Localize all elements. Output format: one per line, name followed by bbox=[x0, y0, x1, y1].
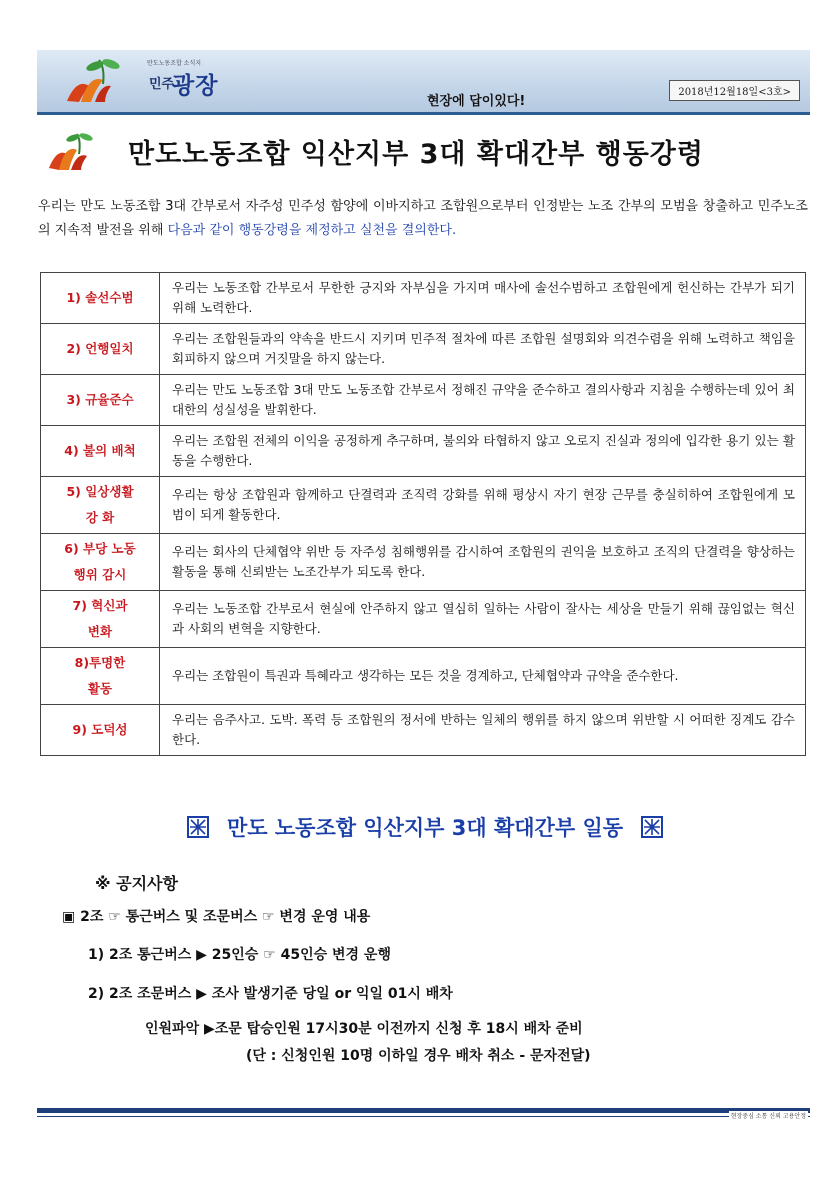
pledge-label-line: 3) 규율준수 bbox=[66, 392, 134, 407]
pledge-label bbox=[41, 591, 160, 648]
pledge-label-line: 2) 언행일치 bbox=[66, 341, 134, 356]
pledge-label bbox=[41, 273, 160, 324]
sprout-logo-icon bbox=[59, 56, 159, 106]
pledge-label bbox=[41, 375, 160, 426]
ornament-icon bbox=[187, 816, 209, 838]
pledge-row bbox=[41, 273, 806, 324]
pledge-row bbox=[41, 477, 806, 534]
pledge-row bbox=[41, 324, 806, 375]
footer-slogan: 현장중심 소통 신뢰 고용안정 bbox=[730, 1113, 806, 1120]
notice-line-cancellation: (단 : 신청인원 10명 이하일 경우 배차 취소 - 문자전달) bbox=[246, 1048, 591, 1064]
pledge-label-line: 6) 부당 노동 bbox=[64, 541, 136, 556]
pledge-text: 우리는 노동조합 간부로서 무한한 긍지와 자부심을 가지며 매사에 솔선수범하고 조합원에게 헌신하는 간부가 되기 위해 노력한다. bbox=[160, 273, 806, 324]
pledge-label-line: 9) 도덕성 bbox=[72, 722, 128, 737]
intro-highlight: 다음과 같이 행동강령을 제정하고 실천을 결의한다. bbox=[167, 223, 457, 238]
pledges-table bbox=[40, 272, 806, 756]
pledge-row bbox=[41, 426, 806, 477]
pledge-label-line: 변화 bbox=[87, 624, 113, 639]
pledge-label-line: 4) 불의 배척 bbox=[64, 443, 136, 458]
pledge-label-line: 행위 감시 bbox=[73, 567, 127, 582]
pledge-text: 우리는 조합원들과의 약속을 반드시 지키며 민주적 절차에 따른 조합원 설명회와 의견수렴을 위해 노력하고 책임을 회피하지 않으며 거짓말을 하지 않는다. bbox=[160, 324, 806, 375]
pledge-label bbox=[41, 324, 160, 375]
notice-line-condolence-bus: 2) 2조 조문버스 ▶ 조사 발생기준 당일 or 익일 01시 배차 bbox=[88, 986, 453, 1002]
pledge-label bbox=[41, 648, 160, 705]
ornament-icon bbox=[641, 816, 663, 838]
pledge-row bbox=[41, 591, 806, 648]
section-heading bbox=[110, 812, 740, 842]
newsletter-name: 광장 bbox=[172, 73, 219, 99]
pledge-text: 우리는 항상 조합원과 함께하고 단결력과 조직력 강화를 위해 평상시 자기 현장 근무를 충실히하여 조합원에게 모범이 되게 활동한다. bbox=[160, 477, 806, 534]
pledge-text: 우리는 회사의 단체협약 위반 등 자주성 침해행위를 감시하여 조합원의 권익을 보호하고 조직의 단결력을 향상하는 활동을 통해 신뢰받는 노조간부가 되도록 한다. bbox=[160, 534, 806, 591]
pledge-label bbox=[41, 426, 160, 477]
pledge-row bbox=[41, 705, 806, 756]
pledge-label bbox=[41, 705, 160, 756]
slogan: 현장에 답이있다! bbox=[427, 94, 526, 109]
issue-date: 2018년12월18일<3호> bbox=[669, 80, 800, 101]
footer-bar bbox=[37, 1108, 810, 1113]
pledge-label-line: 강 화 bbox=[85, 510, 115, 525]
notice-line-headcount: 인원파악 ▶조문 탑승인원 17시30분 이전까지 신청 후 18시 배차 준비 bbox=[145, 1021, 583, 1037]
sprout-logo-icon bbox=[45, 130, 107, 172]
notice-item: ▣ 2조 ☞ 통근버스 및 조문버스 ☞ 변경 운영 내용 bbox=[62, 909, 371, 925]
pledge-label-line: 8)투명한 bbox=[74, 655, 126, 670]
footer-divider bbox=[37, 1116, 810, 1117]
pledge-text: 우리는 조합원이 특권과 특혜라고 생각하는 모든 것을 경계하고, 단체협약과 규약을 준수한다. bbox=[160, 648, 806, 705]
header-banner bbox=[37, 50, 810, 115]
pledge-text: 우리는 음주사고. 도박. 폭력 등 조합원의 정서에 반하는 일체의 행위를 하지 않으며 위반할 시 어떠한 징계도 감수한다. bbox=[160, 705, 806, 756]
pledge-label-line: 1) 솔선수범 bbox=[66, 290, 134, 305]
notice-title: ※ 공지사항 bbox=[95, 874, 178, 893]
pledge-text: 우리는 조합원 전체의 이익을 공정하게 추구하며, 불의와 타협하지 않고 오로지 진실과 정의에 입각한 용기 있는 활동을 수행한다. bbox=[160, 426, 806, 477]
section-heading-text: 만도 노동조합 익산지부 3대 확대간부 일동 bbox=[226, 816, 624, 840]
pledge-text: 우리는 노동조합 간부로서 현실에 안주하지 않고 열심히 일하는 사람이 잘사는 세상을 만들기 위해 끊임없는 혁신과 사회의 변혁을 지향한다. bbox=[160, 591, 806, 648]
pledge-label-line: 5) 일상생활 bbox=[66, 484, 134, 499]
notice-line-commute-bus: 1) 2조 통근버스 ▶ 25인승 ☞ 45인승 변경 운행 bbox=[88, 947, 391, 963]
pledge-text: 우리는 만도 노동조합 3대 만도 노동조합 간부로서 정해진 규약을 준수하고 결의사항과 지침을 수행하는데 있어 최대한의 성실성을 발휘한다. bbox=[160, 375, 806, 426]
pledge-label bbox=[41, 477, 160, 534]
newsletter-name-prefix: 민주 bbox=[149, 77, 175, 92]
intro-text: 우리는 만도 노동조합 3대 간부로서 자주성 민주성 함양에 이바지하고 조합원으로부터 인정받는 노조 간부의 모범을 창출하고 민주노조의 지속적 발전을 위해 bbox=[38, 199, 808, 238]
pledge-label bbox=[41, 534, 160, 591]
pledge-row bbox=[41, 648, 806, 705]
pledge-row bbox=[41, 534, 806, 591]
page-title: 만도노동조합 익산지부 3대 확대간부 행동강령 bbox=[128, 139, 704, 170]
pledge-label-line: 7) 혁신과 bbox=[72, 598, 128, 613]
intro-paragraph bbox=[38, 195, 808, 243]
pledge-label-line: 활동 bbox=[87, 681, 113, 696]
newsletter-subtitle: 만도노동조합 소식지 bbox=[147, 60, 202, 67]
pledge-row bbox=[41, 375, 806, 426]
